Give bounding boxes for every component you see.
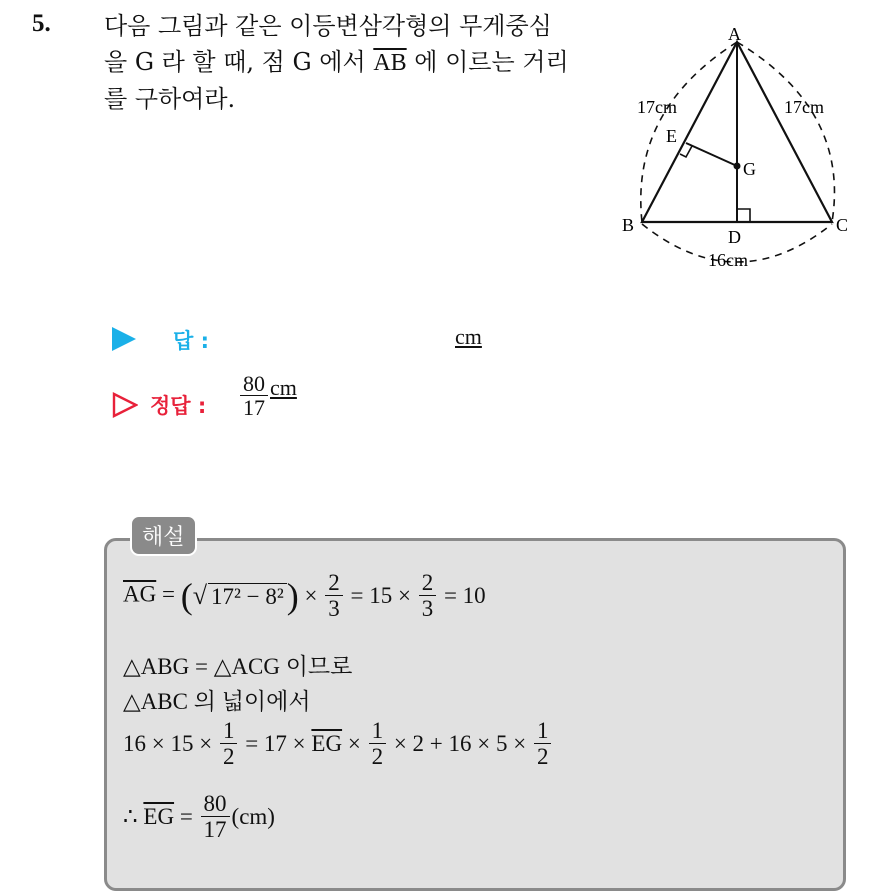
- problem-number: 5.: [32, 10, 51, 37]
- problem-text: [104, 8, 604, 117]
- fraction-80-17: [201, 792, 230, 842]
- label-b: B: [622, 215, 635, 235]
- label-side-ac: 17cm: [784, 97, 824, 117]
- label-side-ab: 17cm: [637, 97, 677, 117]
- solution-line-3: △ABC 의 넓이에서: [123, 689, 311, 714]
- correct-denominator: 17: [243, 395, 265, 421]
- fraction-numerator: 80: [201, 792, 230, 817]
- times-sign: ×: [347, 731, 361, 757]
- sqrt-radicand: 17² − 8²: [208, 583, 287, 609]
- right-angle-d: [737, 209, 750, 222]
- problem-line-2-b: 에 이르는 거리: [414, 48, 569, 76]
- problem-line-3: 를 구하여라.: [104, 85, 236, 113]
- equals-sign: =: [161, 581, 175, 607]
- correct-unit: cm: [270, 375, 297, 401]
- solution-line-4: [123, 719, 553, 769]
- segment-eg: $\overline{EG}$: [311, 731, 343, 757]
- equals-sign: =: [179, 804, 193, 830]
- fraction-2-3-a: [325, 571, 343, 621]
- fraction-2-3-b: [419, 571, 437, 621]
- fraction-numerator: 1: [534, 719, 552, 744]
- fraction-1-2-b: [369, 719, 387, 769]
- correct-value: [238, 372, 297, 420]
- answer-unit: cm: [455, 324, 482, 349]
- fraction-numerator: 1: [369, 719, 387, 744]
- label-g: G: [743, 159, 756, 179]
- fraction-numerator: 1: [220, 719, 238, 744]
- expr-16-15: 16 × 15 ×: [123, 731, 213, 757]
- problem-line-2: [104, 44, 604, 81]
- solution-line-5: [123, 792, 275, 842]
- equals-10: = 10: [443, 583, 486, 609]
- correct-arrow-icon: [112, 392, 138, 418]
- segment-eg-result: $\overline{EG}$: [143, 804, 175, 830]
- label-d: D: [728, 227, 741, 247]
- fraction-denominator: 3: [421, 596, 434, 622]
- fraction-1-2-a: [220, 719, 238, 769]
- fraction-denominator: 2: [536, 744, 549, 770]
- right-paren: ): [286, 576, 299, 617]
- label-a: A: [728, 24, 741, 44]
- times-sign: ×: [304, 583, 318, 609]
- fraction-denominator: 2: [371, 744, 384, 770]
- expr-times-2-plus: × 2 + 16 × 5 ×: [393, 731, 527, 757]
- segment-ge: [686, 143, 737, 166]
- left-paren: (: [180, 576, 193, 617]
- correct-numerator: 80: [240, 372, 268, 396]
- problem-line-1: 다음 그림과 같은 이등변삼각형의 무게중심: [104, 12, 552, 40]
- solution-line-2: △ABG = △ACG 이므로: [123, 654, 353, 679]
- label-base: 16cm: [708, 250, 748, 270]
- fraction-numerator: 2: [325, 571, 343, 596]
- triangle-figure: [600, 15, 870, 285]
- fraction-denominator: 2: [222, 744, 235, 770]
- solution-tag: 해설: [130, 515, 197, 556]
- label-c: C: [836, 215, 849, 235]
- point-g-dot: [734, 163, 741, 170]
- fraction-numerator: 2: [419, 571, 437, 596]
- unit-cm: (cm): [231, 804, 275, 830]
- therefore-sign: ∴: [123, 804, 138, 830]
- label-e: E: [666, 126, 677, 146]
- expr-equals-17: = 17 ×: [245, 731, 306, 757]
- solution-line-1: [123, 571, 486, 621]
- fraction-denominator: 17: [203, 817, 227, 843]
- fraction-denominator: 3: [328, 596, 340, 622]
- problem-line-2-a: 을 G 라 할 때, 점 G 에서: [104, 48, 366, 76]
- answer-blank[interactable]: [455, 324, 482, 350]
- segment-ag: $\overline{AG}$: [123, 581, 157, 607]
- equals-15-times: = 15 ×: [350, 583, 411, 609]
- correct-fraction: [240, 372, 268, 420]
- segment-ab: $\overline{AB}$: [373, 50, 407, 76]
- correct-label: 정답 :: [150, 394, 207, 418]
- answer-label: 답 :: [173, 329, 209, 353]
- answer-arrow-icon: [112, 327, 136, 351]
- sqrt-sign: √: [192, 581, 207, 611]
- fraction-1-2-c: [534, 719, 552, 769]
